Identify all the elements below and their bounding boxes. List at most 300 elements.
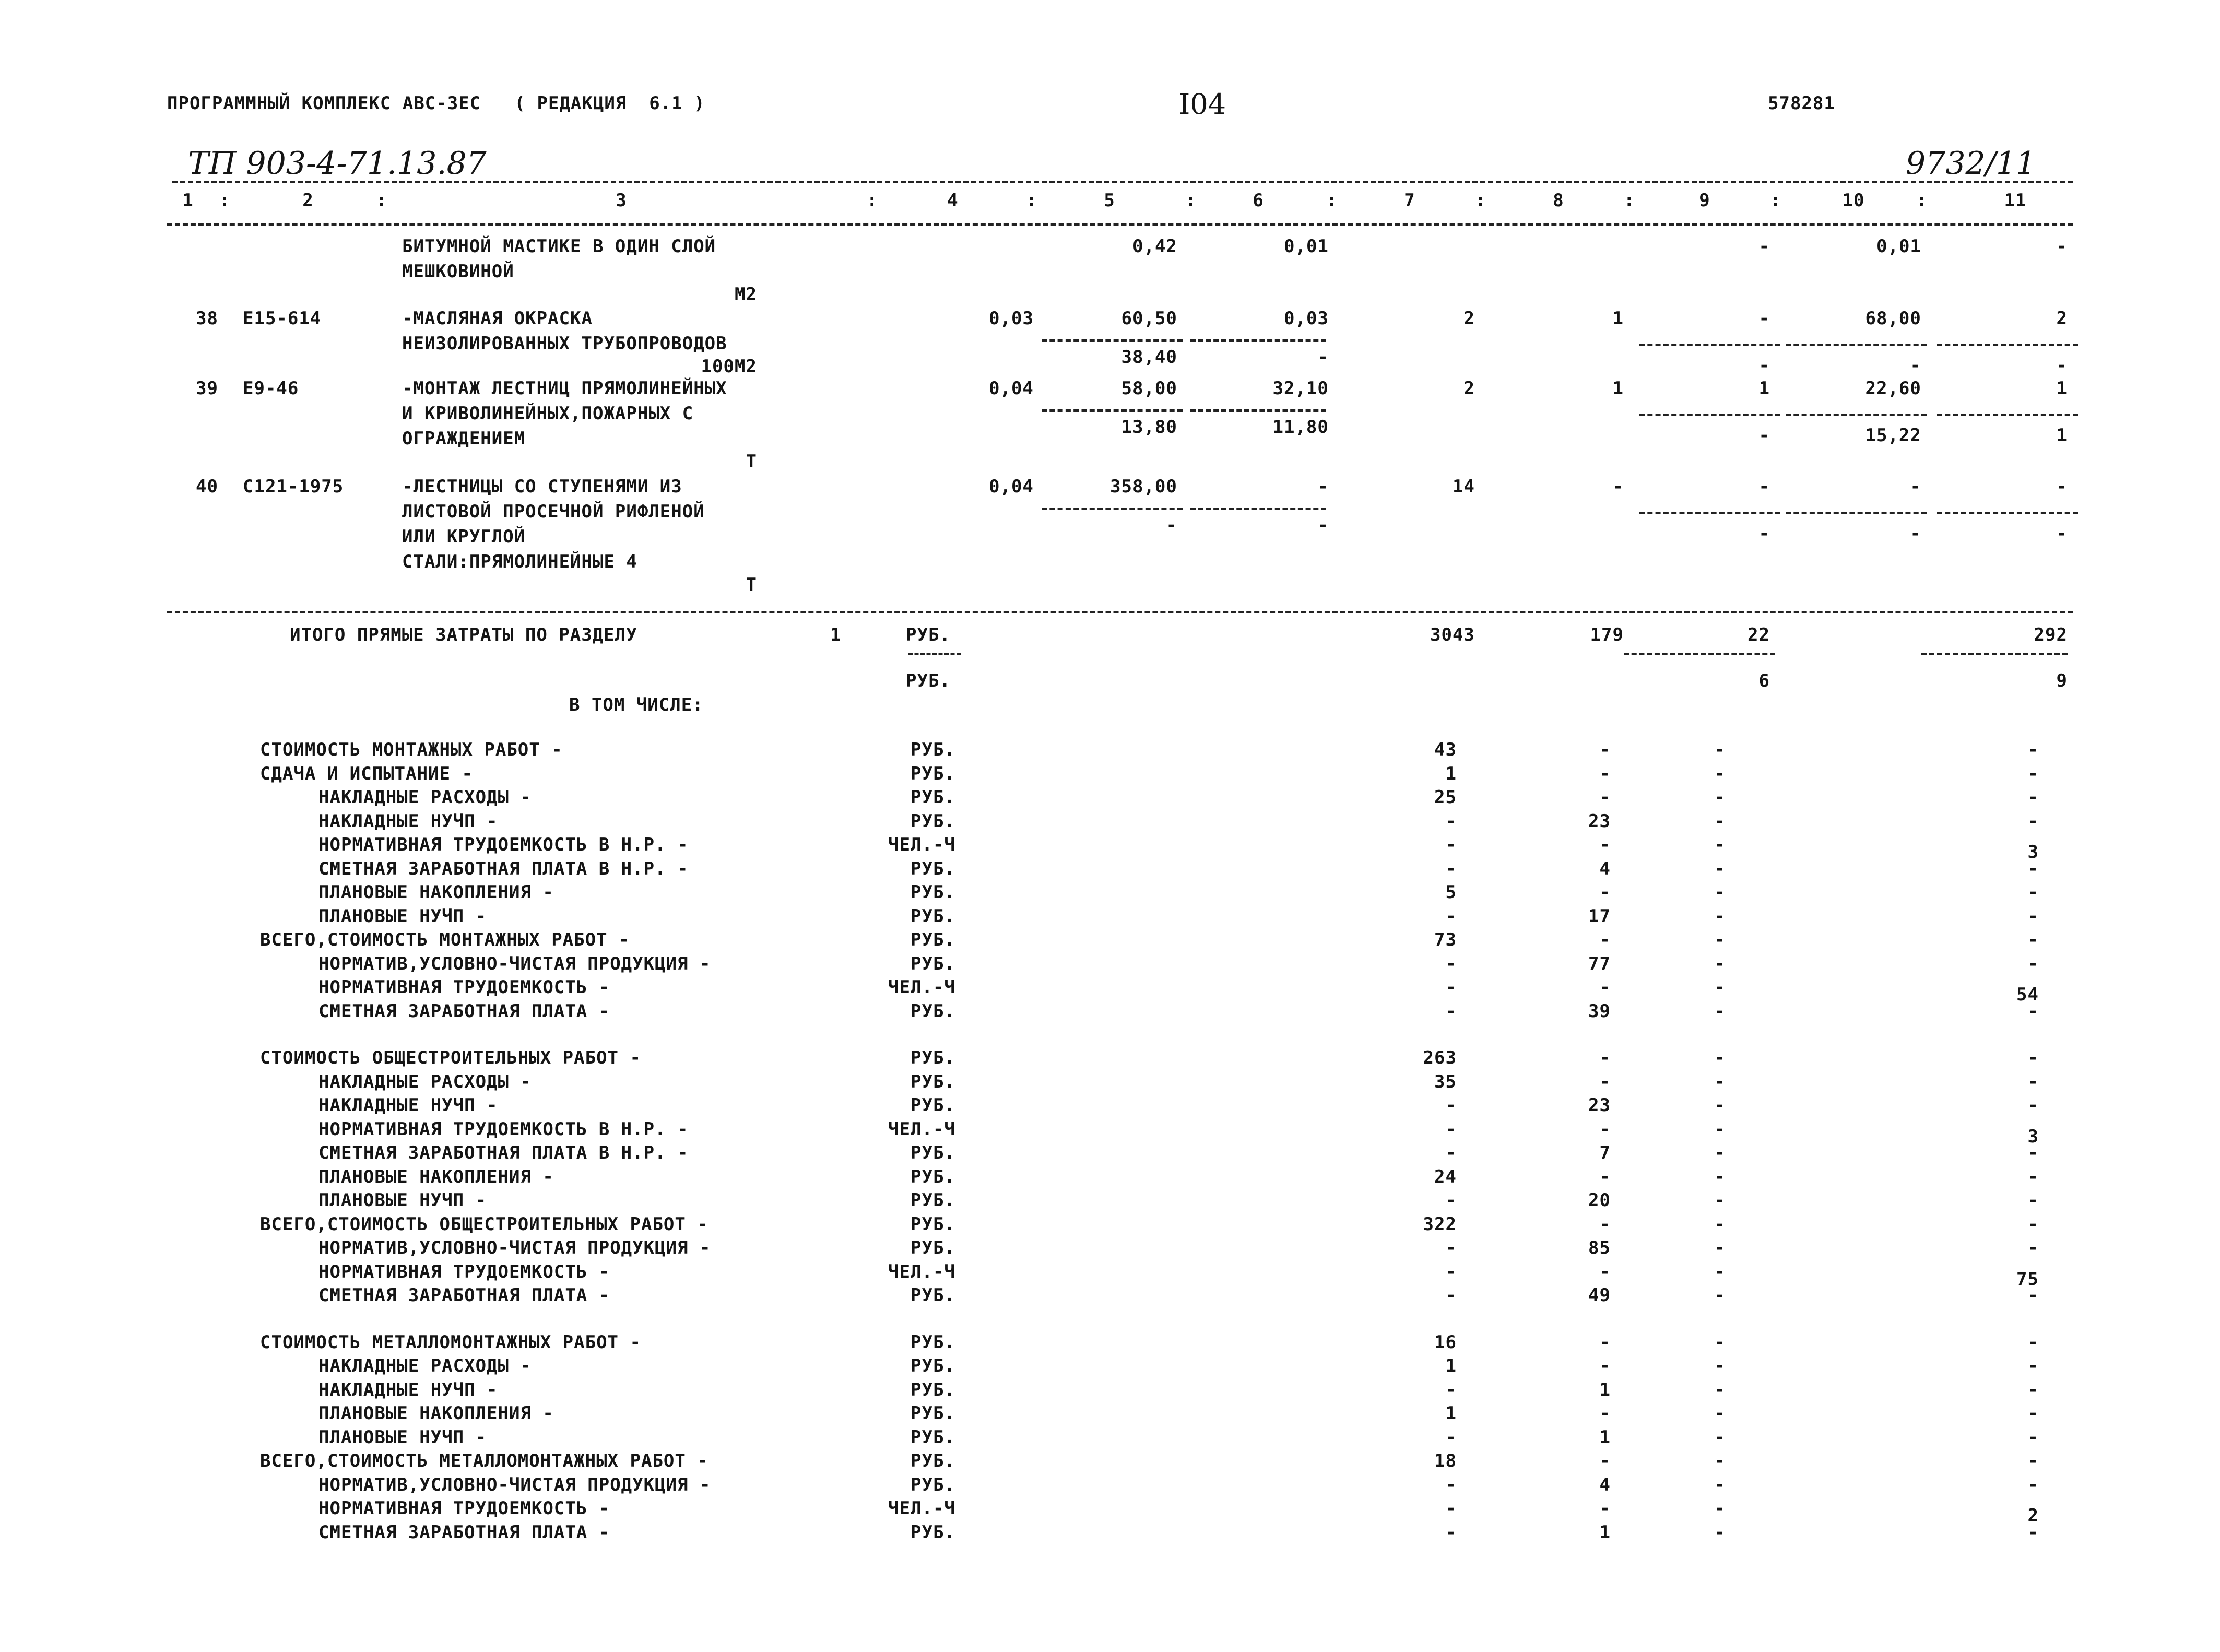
item-c10b: - (1910, 523, 1921, 544)
item-subline (1937, 344, 2078, 346)
summary-c11: - (2027, 1000, 2039, 1022)
summary-c7: - (1445, 1095, 1457, 1116)
summary-unit: РУБ. (911, 1213, 955, 1235)
summary-unit: РУБ. (911, 1379, 955, 1400)
item-c9b: - (1758, 523, 1770, 544)
item-name-line: ОГРАЖДЕНИЕМ (402, 428, 526, 449)
summary-c7: - (1445, 1118, 1457, 1140)
item-name-line: И КРИВОЛИНЕЙНЫХ,ПОЖАРНЫХ С (402, 403, 694, 424)
summary-unit: РУБ. (911, 929, 955, 950)
summary-c8: - (1599, 1450, 1611, 1471)
summary-c8: - (1599, 1261, 1611, 1282)
item-number: 39 (196, 378, 218, 399)
summary-c9: - (1714, 834, 1726, 855)
summary-unit: РУБ. (911, 1237, 955, 1258)
summary-unit: РУБ. (911, 953, 955, 974)
item-c6: 32,10 (1272, 378, 1329, 399)
item-c11b: - (2056, 523, 2068, 544)
item-c11: - (2056, 236, 2068, 257)
column-separator: : (376, 190, 387, 211)
summary-c7: - (1445, 1000, 1457, 1022)
summary-c8: - (1599, 977, 1611, 998)
item-number: 40 (196, 476, 218, 497)
item-unit: М2 (735, 284, 757, 305)
summary-c8: 1 (1599, 1379, 1611, 1400)
summary-unit: РУБ. (911, 1355, 955, 1376)
summary-unit: РУБ. (911, 905, 955, 927)
summary-c11: - (2027, 1285, 2039, 1306)
item-subline (1786, 414, 1927, 416)
summary-c11: - (2027, 1095, 2039, 1116)
item-name-line: -ЛЕСТНИЦЫ СО СТУПЕНЯМИ ИЗ (402, 476, 682, 497)
summary-label: СМЕТНАЯ ЗАРАБОТНАЯ ПЛАТА - (318, 1000, 610, 1022)
summary-c9: - (1714, 1331, 1726, 1353)
summary-c9: - (1714, 1521, 1726, 1543)
summary-c11: - (2027, 1450, 2039, 1471)
summary-unit: РУБ. (911, 1426, 955, 1448)
column-separator: : (1916, 190, 1928, 211)
summary-c7: - (1445, 1237, 1457, 1258)
summary-c9: - (1714, 977, 1726, 998)
total-unit-underline (908, 653, 961, 655)
column-separator: : (1326, 190, 1338, 211)
summary-unit: РУБ. (911, 1000, 955, 1022)
summary-c9: - (1714, 1285, 1726, 1306)
summary-c7: - (1445, 1190, 1457, 1211)
summary-unit: РУБ. (911, 882, 955, 903)
summary-c9: - (1714, 1071, 1726, 1092)
summary-c8: - (1599, 1213, 1611, 1235)
summary-c11: - (2027, 1047, 2039, 1068)
summary-c7: - (1445, 1285, 1457, 1306)
summary-c9: - (1714, 882, 1726, 903)
summary-c7: 1 (1445, 763, 1457, 784)
item-c10: 0,01 (1876, 236, 1921, 257)
item-c11b: - (2056, 355, 2068, 376)
total-subline (1921, 653, 2068, 655)
summary-c8: 7 (1599, 1142, 1611, 1163)
item-c8: 1 (1612, 308, 1624, 329)
summary-c7: 263 (1423, 1047, 1457, 1068)
summary-c8: 20 (1588, 1190, 1611, 1211)
summary-label: ПЛАНОВЫЕ НАКОПЛЕНИЯ - (318, 1166, 554, 1187)
handwritten-sheet-number: 9732/11 (1906, 145, 2036, 182)
summary-c11: 2 (2027, 1505, 2039, 1526)
total-subline (1624, 653, 1775, 655)
summary-c7: 322 (1423, 1213, 1457, 1235)
summary-unit: РУБ. (911, 1474, 955, 1495)
item-c7: 2 (1463, 378, 1475, 399)
summary-c11: - (2027, 739, 2039, 760)
item-c11b: 1 (2056, 425, 2068, 446)
item-code: Е9-46 (243, 378, 299, 399)
item-c5: 60,50 (1121, 308, 1177, 329)
summary-c9: - (1714, 1403, 1726, 1424)
summary-label: НАКЛАДНЫЕ РАСХОДЫ - (318, 1071, 532, 1092)
item-c5b: 38,40 (1121, 347, 1177, 368)
item-c10b: - (1910, 355, 1921, 376)
document-code: 578281 (1768, 93, 1835, 114)
summary-unit: ЧЕЛ.-Ч (888, 834, 955, 855)
item-subline (1639, 344, 1780, 346)
summary-c8: - (1599, 1355, 1611, 1376)
summary-c11: - (2027, 787, 2039, 808)
summary-c9: - (1714, 1379, 1726, 1400)
summary-c8: - (1599, 787, 1611, 808)
item-subline (1042, 409, 1183, 412)
summary-c7: 25 (1434, 787, 1457, 808)
header-rule (172, 181, 2073, 183)
item-unit: Т (746, 451, 757, 472)
item-subline (1639, 512, 1780, 514)
summary-c8: - (1599, 1403, 1611, 1424)
column-separator: : (1770, 190, 1781, 211)
summary-label: НОРМАТИВНАЯ ТРУДОЕМКОСТЬ - (318, 1498, 610, 1519)
summary-c11: - (2027, 905, 2039, 927)
summary-unit: РУБ. (911, 787, 955, 808)
item-c6b: 11,80 (1272, 417, 1329, 438)
in-total-label: В ТОМ ЧИСЛЕ: (569, 694, 704, 715)
item-name-line: МЕШКОВИНОЙ (402, 261, 514, 282)
summary-c7: - (1445, 1498, 1457, 1519)
summary-c9: - (1714, 1355, 1726, 1376)
column-number-7: 7 (1404, 190, 1415, 211)
item-subline (1190, 508, 1326, 510)
item-c10: - (1910, 476, 1921, 497)
item-subline (1786, 344, 1927, 346)
summary-c11: 3 (2027, 842, 2039, 863)
summary-c11: - (2027, 1071, 2039, 1092)
summary-c9: - (1714, 1095, 1726, 1116)
item-c4: 0,04 (989, 378, 1034, 399)
summary-c8: 49 (1588, 1285, 1611, 1306)
summary-c11: - (2027, 763, 2039, 784)
summary-unit: ЧЕЛ.-Ч (888, 1118, 955, 1140)
summary-label: ВСЕГО,СТОИМОСТЬ ОБЩЕСТРОИТЕЛЬНЫХ РАБОТ - (260, 1213, 708, 1235)
column-number-4: 4 (947, 190, 959, 211)
summary-label: НОРМАТИВ,УСЛОВНО-ЧИСТАЯ ПРОДУКЦИЯ - (318, 1237, 711, 1258)
column-separator: : (867, 190, 878, 211)
summary-unit: РУБ. (911, 1450, 955, 1471)
item-c11: 2 (2056, 308, 2068, 329)
summary-label: СМЕТНАЯ ЗАРАБОТНАЯ ПЛАТА В Н.Р. - (318, 1142, 689, 1163)
summary-c8: 17 (1588, 905, 1611, 927)
summary-unit: РУБ. (911, 763, 955, 784)
column-number-1: 1 (182, 190, 194, 211)
total-rule (167, 611, 2073, 613)
summary-c8: - (1599, 1331, 1611, 1353)
summary-c8: - (1599, 1118, 1611, 1140)
item-name-line: БИТУМНОЙ МАСТИКЕ В ОДИН СЛОЙ (402, 236, 716, 257)
item-number: 38 (196, 308, 218, 329)
summary-label: ВСЕГО,СТОИМОСТЬ МОНТАЖНЫХ РАБОТ - (260, 929, 630, 950)
summary-c11: - (2027, 810, 2039, 832)
summary-c7: 43 (1434, 739, 1457, 760)
summary-unit: ЧЕЛ.-Ч (888, 1498, 955, 1519)
column-number-9: 9 (1699, 190, 1710, 211)
summary-c9: - (1714, 787, 1726, 808)
summary-c11: - (2027, 929, 2039, 950)
summary-c7: 35 (1434, 1071, 1457, 1092)
summary-c7: 73 (1434, 929, 1457, 950)
summary-c8: 1 (1599, 1426, 1611, 1448)
summary-c8: - (1599, 1047, 1611, 1068)
summary-unit: РУБ. (911, 1190, 955, 1211)
item-c8: - (1612, 476, 1624, 497)
summary-label: НАКЛАДНЫЕ РАСХОДЫ - (318, 1355, 532, 1376)
item-c9b: - (1758, 355, 1770, 376)
item-name-line: -МОНТАЖ ЛЕСТНИЦ ПРЯМОЛИНЕЙНЫХ (402, 378, 727, 399)
item-subline (1639, 414, 1780, 416)
item-c6: 0,03 (1284, 308, 1329, 329)
item-c10: 22,60 (1865, 378, 1921, 399)
item-c7: 2 (1463, 308, 1475, 329)
summary-c11: - (2027, 1331, 2039, 1353)
summary-label: НАКЛАДНЫЕ НУЧП - (318, 810, 498, 832)
summary-label: СМЕТНАЯ ЗАРАБОТНАЯ ПЛАТА - (318, 1521, 610, 1543)
summary-c11: - (2027, 1379, 2039, 1400)
item-c10b: 15,22 (1865, 425, 1921, 446)
summary-c9: - (1714, 1190, 1726, 1211)
total-c11-second: 9 (2056, 670, 2068, 691)
item-subline (1190, 339, 1326, 342)
summary-c9: - (1714, 1237, 1726, 1258)
summary-label: СТОИМОСТЬ МОНТАЖНЫХ РАБОТ - (260, 739, 563, 760)
summary-label: СДАЧА И ИСПЫТАНИЕ - (260, 763, 473, 784)
summary-label: ПЛАНОВЫЕ НУЧП - (318, 905, 487, 927)
summary-c9: - (1714, 858, 1726, 879)
program-header: ПРОГРАММНЫЙ КОМПЛЕКС АВС-3ЕС ( РЕДАКЦИЯ 6.1 ) (167, 93, 705, 114)
summary-c8: - (1599, 834, 1611, 855)
summary-unit: ЧЕЛ.-Ч (888, 1261, 955, 1282)
item-c6b: - (1317, 347, 1329, 368)
column-number-10: 10 (1842, 190, 1865, 211)
summary-c7: - (1445, 1521, 1457, 1543)
handwritten-project-number: ТП 903-4-71.13.87 (188, 145, 487, 182)
column-header-rule (167, 223, 2073, 226)
summary-label: НОРМАТИВНАЯ ТРУДОЕМКОСТЬ В Н.Р. - (318, 834, 689, 855)
column-separator: : (1026, 190, 1037, 211)
item-subline (1042, 508, 1183, 510)
item-c5: 0,42 (1132, 236, 1177, 257)
summary-c11: - (2027, 953, 2039, 974)
summary-c9: - (1714, 1426, 1726, 1448)
summary-unit: РУБ. (911, 1142, 955, 1163)
item-c6: - (1317, 476, 1329, 497)
summary-c8: - (1599, 739, 1611, 760)
column-number-5: 5 (1104, 190, 1115, 211)
summary-c9: - (1714, 1498, 1726, 1519)
summary-unit: РУБ. (911, 810, 955, 832)
summary-unit: РУБ. (911, 1071, 955, 1092)
summary-label: ПЛАНОВЫЕ НУЧП - (318, 1190, 487, 1211)
item-c11: 1 (2056, 378, 2068, 399)
summary-label: НАКЛАДНЫЕ НУЧП - (318, 1095, 498, 1116)
item-c5b: - (1166, 515, 1177, 536)
summary-c9: - (1714, 763, 1726, 784)
summary-c9: - (1714, 1166, 1726, 1187)
summary-c7: 16 (1434, 1331, 1457, 1353)
summary-c8: - (1599, 882, 1611, 903)
column-number-2: 2 (302, 190, 314, 211)
page-number: I04 (1179, 88, 1226, 121)
summary-c7: - (1445, 977, 1457, 998)
summary-c8: - (1599, 929, 1611, 950)
summary-unit: ЧЕЛ.-Ч (888, 977, 955, 998)
item-subline (1190, 409, 1326, 412)
total-label: ИТОГО ПРЯМЫЕ ЗАТРАТЫ ПО РАЗДЕЛУ (290, 624, 637, 645)
item-c5: 358,00 (1110, 476, 1177, 497)
item-c8: 1 (1612, 378, 1624, 399)
summary-unit: РУБ. (911, 1285, 955, 1306)
item-c11: - (2056, 476, 2068, 497)
summary-c9: - (1714, 905, 1726, 927)
summary-label: НОРМАТИВНАЯ ТРУДОЕМКОСТЬ - (318, 1261, 610, 1282)
summary-c7: - (1445, 905, 1457, 927)
summary-c7: - (1445, 1379, 1457, 1400)
summary-c9: - (1714, 810, 1726, 832)
column-number-8: 8 (1553, 190, 1564, 211)
summary-c8: 1 (1599, 1521, 1611, 1543)
item-unit: 100М2 (701, 356, 757, 377)
summary-unit: РУБ. (911, 1403, 955, 1424)
item-c9: - (1758, 236, 1770, 257)
summary-c9: - (1714, 1118, 1726, 1140)
summary-c9: - (1714, 739, 1726, 760)
summary-c11: - (2027, 1474, 2039, 1495)
summary-label: СМЕТНАЯ ЗАРАБОТНАЯ ПЛАТА - (318, 1285, 610, 1306)
item-c5b: 13,80 (1121, 417, 1177, 438)
item-name-line: НЕИЗОЛИРОВАННЫХ ТРУБОПРОВОДОВ (402, 333, 727, 354)
item-name-line: ИЛИ КРУГЛОЙ (402, 526, 526, 547)
summary-c11: - (2027, 1403, 2039, 1424)
summary-label: СТОИМОСТЬ ОБЩЕСТРОИТЕЛЬНЫХ РАБОТ - (260, 1047, 641, 1068)
item-c9: - (1758, 476, 1770, 497)
summary-unit: РУБ. (911, 1331, 955, 1353)
total-c11: 292 (2034, 624, 2068, 645)
summary-c9: - (1714, 953, 1726, 974)
item-c5: 58,00 (1121, 378, 1177, 399)
summary-c9: - (1714, 1047, 1726, 1068)
column-separator: : (1185, 190, 1197, 211)
summary-c8: - (1599, 1498, 1611, 1519)
item-subline (1937, 512, 2078, 514)
summary-c7: - (1445, 834, 1457, 855)
item-c6: 0,01 (1284, 236, 1329, 257)
summary-label: СТОИМОСТЬ МЕТАЛЛОМОНТАЖНЫХ РАБОТ - (260, 1331, 641, 1353)
column-number-3: 3 (616, 190, 627, 211)
item-c6b: - (1317, 515, 1329, 536)
summary-c9: - (1714, 1450, 1726, 1471)
summary-label: НАКЛАДНЫЕ НУЧП - (318, 1379, 498, 1400)
summary-c11: - (2027, 1426, 2039, 1448)
summary-c11: - (2027, 1190, 2039, 1211)
summary-c11: - (2027, 858, 2039, 879)
item-name-line: -МАСЛЯНАЯ ОКРАСКА (402, 308, 593, 329)
summary-c7: - (1445, 953, 1457, 974)
summary-c11: - (2027, 1521, 2039, 1543)
summary-c7: 18 (1434, 1450, 1457, 1471)
summary-label: ПЛАНОВЫЕ НАКОПЛЕНИЯ - (318, 882, 554, 903)
summary-label: НОРМАТИВ,УСЛОВНО-ЧИСТАЯ ПРОДУКЦИЯ - (318, 953, 711, 974)
summary-c7: - (1445, 1474, 1457, 1495)
summary-unit: РУБ. (911, 1166, 955, 1187)
summary-c8: 4 (1599, 858, 1611, 879)
column-separator: : (1624, 190, 1635, 211)
summary-unit: РУБ. (911, 739, 955, 760)
item-subline (1786, 512, 1927, 514)
item-c9: 1 (1758, 378, 1770, 399)
summary-c7: - (1445, 1142, 1457, 1163)
item-code: С121-1975 (243, 476, 344, 497)
summary-unit: РУБ. (911, 1095, 955, 1116)
summary-c8: 23 (1588, 810, 1611, 832)
summary-c11: 75 (2016, 1268, 2039, 1290)
total-unit-2: РУБ. (906, 670, 951, 691)
summary-c11: 3 (2027, 1126, 2039, 1147)
summary-label: НОРМАТИВ,УСЛОВНО-ЧИСТАЯ ПРОДУКЦИЯ - (318, 1474, 711, 1495)
total-c9-second: 6 (1758, 670, 1770, 691)
summary-c7: - (1445, 1261, 1457, 1282)
summary-c7: - (1445, 1426, 1457, 1448)
summary-label: НОРМАТИВНАЯ ТРУДОЕМКОСТЬ В Н.Р. - (318, 1118, 689, 1140)
summary-c8: - (1599, 763, 1611, 784)
summary-unit: РУБ. (911, 1521, 955, 1543)
summary-label: НАКЛАДНЫЕ РАСХОДЫ - (318, 787, 532, 808)
summary-label: СМЕТНАЯ ЗАРАБОТНАЯ ПЛАТА В Н.Р. - (318, 858, 689, 879)
column-number-6: 6 (1253, 190, 1264, 211)
summary-label: ПЛАНОВЫЕ НАКОПЛЕНИЯ - (318, 1403, 554, 1424)
summary-c9: - (1714, 1213, 1726, 1235)
item-name-line: ЛИСТОВОЙ ПРОСЕЧНОЙ РИФЛЕНОЙ (402, 501, 705, 522)
summary-c8: 39 (1588, 1000, 1611, 1022)
summary-c11: - (2027, 1142, 2039, 1163)
item-c9b: - (1758, 425, 1770, 446)
summary-unit: РУБ. (911, 858, 955, 879)
summary-label: НОРМАТИВНАЯ ТРУДОЕМКОСТЬ - (318, 977, 610, 998)
summary-unit: РУБ. (911, 1047, 955, 1068)
summary-c8: - (1599, 1071, 1611, 1092)
summary-c7: 1 (1445, 1355, 1457, 1376)
summary-c7: 24 (1434, 1166, 1457, 1187)
summary-c7: - (1445, 810, 1457, 832)
item-c9: - (1758, 308, 1770, 329)
column-number-11: 11 (2004, 190, 2027, 211)
summary-c8: 23 (1588, 1095, 1611, 1116)
column-separator: : (1475, 190, 1486, 211)
summary-c8: 85 (1588, 1237, 1611, 1258)
summary-label: ВСЕГО,СТОИМОСТЬ МЕТАЛЛОМОНТАЖНЫХ РАБОТ - (260, 1450, 708, 1471)
summary-c11: - (2027, 1237, 2039, 1258)
summary-c8: 4 (1599, 1474, 1611, 1495)
total-c9: 22 (1747, 624, 1770, 645)
item-subline (1937, 414, 2078, 416)
summary-c11: - (2027, 882, 2039, 903)
item-c4: 0,04 (989, 476, 1034, 497)
summary-c7: 1 (1445, 1403, 1457, 1424)
summary-label: ПЛАНОВЫЕ НУЧП - (318, 1426, 487, 1448)
summary-c9: - (1714, 1474, 1726, 1495)
summary-c9: - (1714, 929, 1726, 950)
total-c8: 179 (1590, 624, 1624, 645)
item-unit: Т (746, 574, 757, 595)
item-code: Е15-614 (243, 308, 322, 329)
item-c7: 14 (1453, 476, 1475, 497)
summary-c11: - (2027, 1166, 2039, 1187)
item-subline (1042, 339, 1183, 342)
total-unit: РУБ. (906, 624, 951, 645)
summary-c9: - (1714, 1142, 1726, 1163)
